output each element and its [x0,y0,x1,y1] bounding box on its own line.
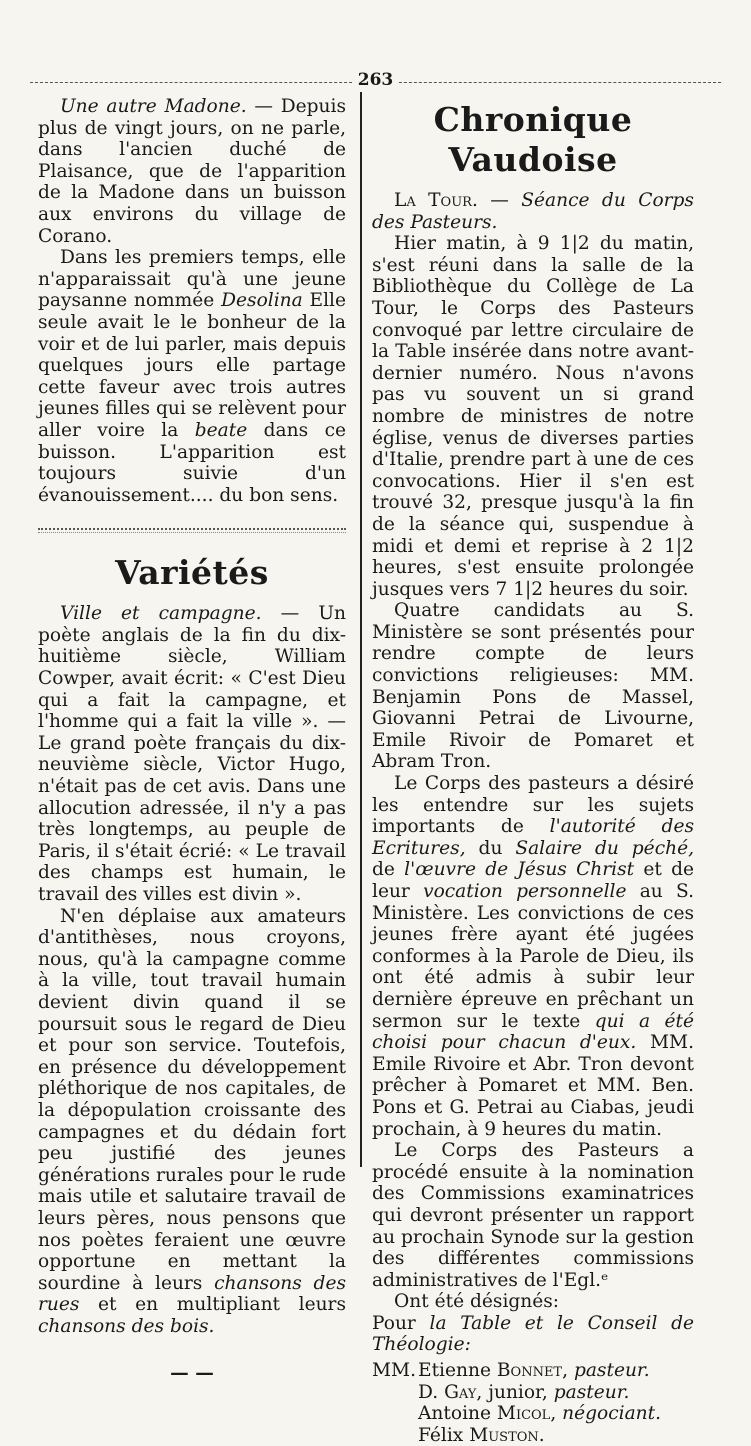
madone-beate: beate [194,419,248,441]
mm-label: MM. [372,1360,416,1382]
chansons-des-bois: chansons des bois. [38,1315,215,1337]
madone-paragraph-2 [38,247,346,506]
member-row: MM. Etienne Bonnet, pasteur. [372,1360,650,1382]
member-first: Antoine [418,1403,497,1425]
intro-title: Séance du Corps des Pasteurs. [372,190,694,233]
p3-italic-3: l'œuvre de Jésus Christ [404,859,635,881]
column-divider [360,92,362,1167]
ville-text-2a: N'en déplaise aux amateurs d'antithèses, nous croyons, nous, qu'à la campagne comme à la ville, tout travail humain devient divin quand il se poursuit sous le regard de Dieu et pour son service. Toutefois, en présence du développement pléthorique de nos capitales, de la dépopulation croissante des campagnes et du dédain fort peu justifié des jeunes générations rurales pour le rude mais utile et salutaire travail de leurs pères, nous pensons que nos poètes feraient une œuvre opportune en mettant la sourdine à leurs [38,905,346,1294]
member-last: Gay [444,1381,477,1403]
chansons-des-rues: chansons des rues [38,1272,347,1316]
chronique-paragraph-2: Quatre candidats au S. Ministère se sont présentés pour rendre compte de leurs convictions religieuses: MM. Benjamin Pons de Massel, Giovanni Petrai de Livourne, Emile Rivoir de Pomaret et Abram Tron. [372,600,694,773]
member-role: pasteur. [573,1360,650,1382]
member-role: pasteur. [553,1381,630,1403]
p3-italic-1: l'autorité des Ecritures, [372,816,694,859]
intro-paragraph [372,190,694,233]
p3-text-d: et de leur [372,859,694,902]
member-role-plain: junior [488,1381,542,1403]
page-number-text: 263 [352,70,400,90]
page-number [0,70,751,90]
p3-text-f: MM. Emile Rivoire et Abr. Tron devont prêcher à Pomaret et MM. Ben. Pons et G. Petrai au Ciabas, jeudi prochain, à 9 heures du matin. [372,1032,694,1140]
ville-title: Ville et campagne. [60,603,262,625]
p3-text-b: du [465,837,516,859]
member-row: Félix Muston. [418,1424,545,1446]
ville-paragraph-2 [38,906,346,1338]
madone-title: Une autre Madone. [60,96,247,117]
section-rule [38,528,346,533]
chronique-heading: Chronique Vaudoise [433,100,633,179]
member-first: Félix [418,1424,470,1446]
member-role: négociant. [562,1403,662,1425]
member-first: D. [418,1381,445,1403]
p3-italic-2: Salaire du péché, [515,837,694,859]
madone-name: Desolina [221,290,303,312]
ville-text-1: — Un poète anglais de la fin du dix-huitième siècle, William Cowper, avait écrit: « C'est Dieu qui a fait la campagne, et l'homme qui a fait la ville ». — Le grand poète français du dix-neuvième siècle, Victor Hugo, n'était pas de cet avis. Dans une allocution adressée, il n'y a pas très longtemps, au peuple de Paris, il s'était écrié: « Le travail des champs est humain, le travail des villes est divin ». [38,603,346,905]
ville-paragraph-1 [38,603,346,905]
intro-dash: — [477,190,522,211]
end-mark: — — [170,1363,214,1385]
member-row: Antoine Micol, négociant. [418,1403,662,1425]
member-last: Muston [469,1424,539,1446]
chronique-paragraph-3 [372,773,694,1140]
pour-label: Pour [372,1312,430,1334]
pour-title: la Table et le Conseil de Théologie: [372,1312,694,1356]
p3-text-a: Le Corps des pasteurs a désiré les entendre sur les sujets importants de [372,773,694,838]
ville-text-2b: et en multipliant leurs [79,1294,346,1316]
member-row: D. Gay, junior, pasteur. [418,1381,630,1403]
p3-text-c: de [372,859,405,881]
madone-text-1: — Depuis plus de vingt jours, on ne parle, dans l'ancien duché de Plaisance, que de l'apparition de la Madone dans un buisson aux environs du village de Corano. [38,96,346,247]
chronique-paragraph-1: Hier matin, à 9 1|2 du matin, s'est réuni dans la salle de la Bibliothèque du Collège de La Tour, le Corps des Pasteurs convoqué par lettre circulaire de la Table insérée dans notre avant-dernier numéro. Nous n'avons pas vu souvent un si grand nombre de ministres de notre église, venus de diverses parties d'Italie, prendre part à une de ces convocations. Hier il s'en est trouvé 32, presque jusqu'à la fin de la séance qui, suspendue à midi et demi et reprise à 2 1|2 heures, s'est ensuite prolongée jusques vers 7 1|2 heures du soir. [372,233,695,600]
chronique-paragraph-5: Ont été désignés: [394,1291,560,1313]
madone-text-2c: dans ce buisson. L'apparition est toujours suivie d'un évanouissement.... du bon sens. [38,419,346,506]
chronique-paragraph-4: Le Corps des Pasteurs a procédé ensuite à la nomination des Commissions examinatrices qui devront présenter un rapport au prochain Synode sur la gestion des différentes commissions administratives de l'Egl.ᵉ [372,1140,694,1291]
madone-paragraph-1 [38,96,346,247]
member-last: Micol [496,1403,551,1425]
member-first: Etienne [418,1360,497,1382]
varietes-heading: Variétés [115,553,269,593]
member-last: Bonnet [496,1360,563,1382]
pour-line [372,1313,694,1356]
intro-place: La Tour. [394,190,478,211]
madone-text-2b: Elle seule avait le le bonheur de la voir et de lui parler, mais depuis quelques jours elle partage cette faveur avec trois autres jeunes filles qui se relèvent pour aller voire la [38,290,346,441]
p3-italic-5: qui a été choisi pour chacun d'eux. [372,1010,694,1054]
left-column [38,96,346,1385]
member-list [372,1360,694,1446]
p3-italic-4: vocation personnelle [423,881,627,902]
madone-text-2a: Dans les premiers temps, elle n'apparaissait qu'à une jeune paysanne nommée [38,247,346,312]
p3-text-e: au S. Ministère. Les convictions de ces jeunes frère ayant été jugées conformes à la Parole de Dieu, ils ont été admis à subir leur dernière épreuve en prêchant un sermon sur le texte [372,881,694,1032]
right-column [372,96,694,1446]
